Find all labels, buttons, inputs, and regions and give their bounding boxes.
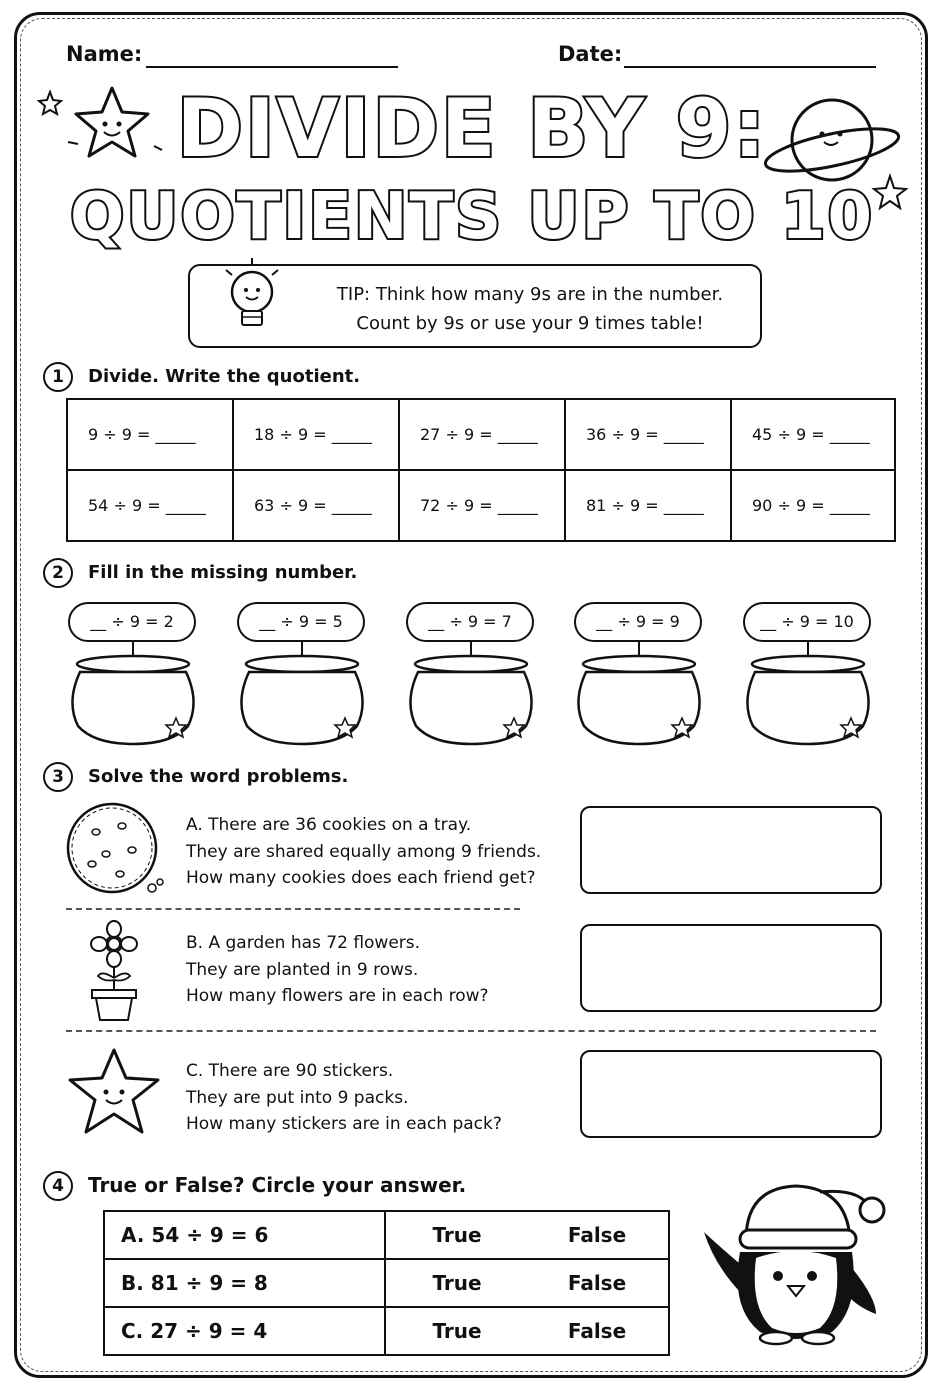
date-label: Date:: [558, 42, 623, 66]
problem-line: How many cookies does each friend get?: [186, 868, 536, 888]
cookie-icon: [66, 802, 166, 898]
answer-box-c[interactable]: [580, 1050, 882, 1138]
section-4-title: True or False? Circle your answer.: [88, 1173, 467, 1197]
divide-cell[interactable]: 9 ÷ 9 = _____: [67, 399, 233, 470]
problem-line: They are planted in 9 rows.: [186, 959, 419, 980]
problem-line: A. There are 36 cookies on a tray.: [186, 815, 472, 835]
tip-text: [310, 280, 750, 338]
word-problem-b: [186, 930, 489, 1010]
missing-number-cloud[interactable]: __ ÷ 9 = 2: [68, 602, 196, 642]
divide-cell[interactable]: 18 ÷ 9 = _____: [233, 399, 399, 470]
divide-cell[interactable]: 81 ÷ 9 = _____: [565, 470, 731, 541]
lightbulb-icon: [220, 256, 290, 346]
divide-cell[interactable]: 27 ÷ 9 = _____: [399, 399, 565, 470]
pot-icon: [570, 642, 708, 748]
star-icon: [68, 1046, 164, 1138]
divide-cell[interactable]: 36 ÷ 9 = _____: [565, 399, 731, 470]
divide-table: [66, 398, 896, 542]
tf-options: [385, 1307, 669, 1355]
problem-line: B. A garden has 72 flowers.: [186, 933, 421, 953]
true-option[interactable]: True: [432, 1319, 482, 1343]
false-option[interactable]: False: [567, 1319, 627, 1343]
table-row: [104, 1307, 669, 1355]
flower-pot-icon: [84, 920, 148, 1024]
pot-icon: [739, 642, 877, 748]
problem-line: They are put into 9 packs.: [186, 1087, 409, 1108]
divide-cell[interactable]: 90 ÷ 9 = _____: [731, 470, 895, 541]
section-2-title: Fill in the missing number.: [88, 562, 358, 583]
tf-statement: A. 54 ÷ 9 = 6: [104, 1211, 385, 1259]
problem-line: How many stickers are in each pack?: [186, 1114, 502, 1134]
tip-line-2: Count by 9s or use your 9 times table!: [356, 313, 704, 334]
divide-cell[interactable]: 54 ÷ 9 = _____: [67, 470, 233, 541]
section-2-number: 2: [43, 558, 73, 588]
divider: [66, 1030, 876, 1032]
divide-cell[interactable]: 72 ÷ 9 = _____: [399, 470, 565, 541]
problem-line: C. There are 90 stickers.: [186, 1061, 394, 1081]
divide-cell[interactable]: 45 ÷ 9 = _____: [731, 399, 895, 470]
section-4-number: 4: [43, 1171, 73, 1201]
date-line[interactable]: [624, 66, 876, 68]
section-3-title: Solve the word problems.: [88, 766, 349, 787]
penguin-icon: [700, 1168, 890, 1348]
word-problem-c: [186, 1058, 502, 1138]
pot-icon: [402, 642, 540, 748]
name-line[interactable]: [146, 66, 398, 68]
tf-statement: C. 27 ÷ 9 = 4: [104, 1307, 385, 1355]
pot-icon: [64, 642, 202, 748]
missing-number-cloud[interactable]: __ ÷ 9 = 10: [743, 602, 871, 642]
true-option[interactable]: True: [432, 1223, 482, 1247]
tip-line-1: TIP: Think how many 9s are in the number.: [336, 284, 724, 305]
missing-number-cloud[interactable]: __ ÷ 9 = 5: [237, 602, 365, 642]
problem-line: How many flowers are in each row?: [186, 986, 489, 1006]
divider: [66, 908, 520, 910]
divide-cell[interactable]: 63 ÷ 9 = _____: [233, 470, 399, 541]
table-row: [67, 399, 895, 470]
table-row: [104, 1259, 669, 1307]
table-row: [67, 470, 895, 541]
missing-number-cloud[interactable]: __ ÷ 9 = 9: [574, 602, 702, 642]
title-line-2: QUOTIENTS UP TO 10: [69, 180, 875, 254]
section-1-title: Divide. Write the quotient.: [88, 366, 361, 387]
word-problem-a: [186, 812, 541, 892]
tip-box: [188, 264, 762, 348]
pot-icon: [233, 642, 371, 748]
tf-options: [385, 1211, 669, 1259]
problem-line: They are shared equally among 9 friends.: [186, 841, 542, 862]
true-option[interactable]: True: [432, 1271, 482, 1295]
name-label: Name:: [66, 42, 143, 66]
true-false-table: [103, 1210, 670, 1356]
missing-number-cloud[interactable]: __ ÷ 9 = 7: [406, 602, 534, 642]
answer-box-b[interactable]: [580, 924, 882, 1012]
false-option[interactable]: False: [567, 1271, 627, 1295]
title-line-1: DIVIDE BY 9:: [176, 82, 768, 175]
tf-options: [385, 1259, 669, 1307]
section-1-number: 1: [43, 362, 73, 392]
answer-box-a[interactable]: [580, 806, 882, 894]
tf-statement: B. 81 ÷ 9 = 8: [104, 1259, 385, 1307]
table-row: [104, 1211, 669, 1259]
false-option[interactable]: False: [567, 1223, 627, 1247]
section-3-number: 3: [43, 762, 73, 792]
